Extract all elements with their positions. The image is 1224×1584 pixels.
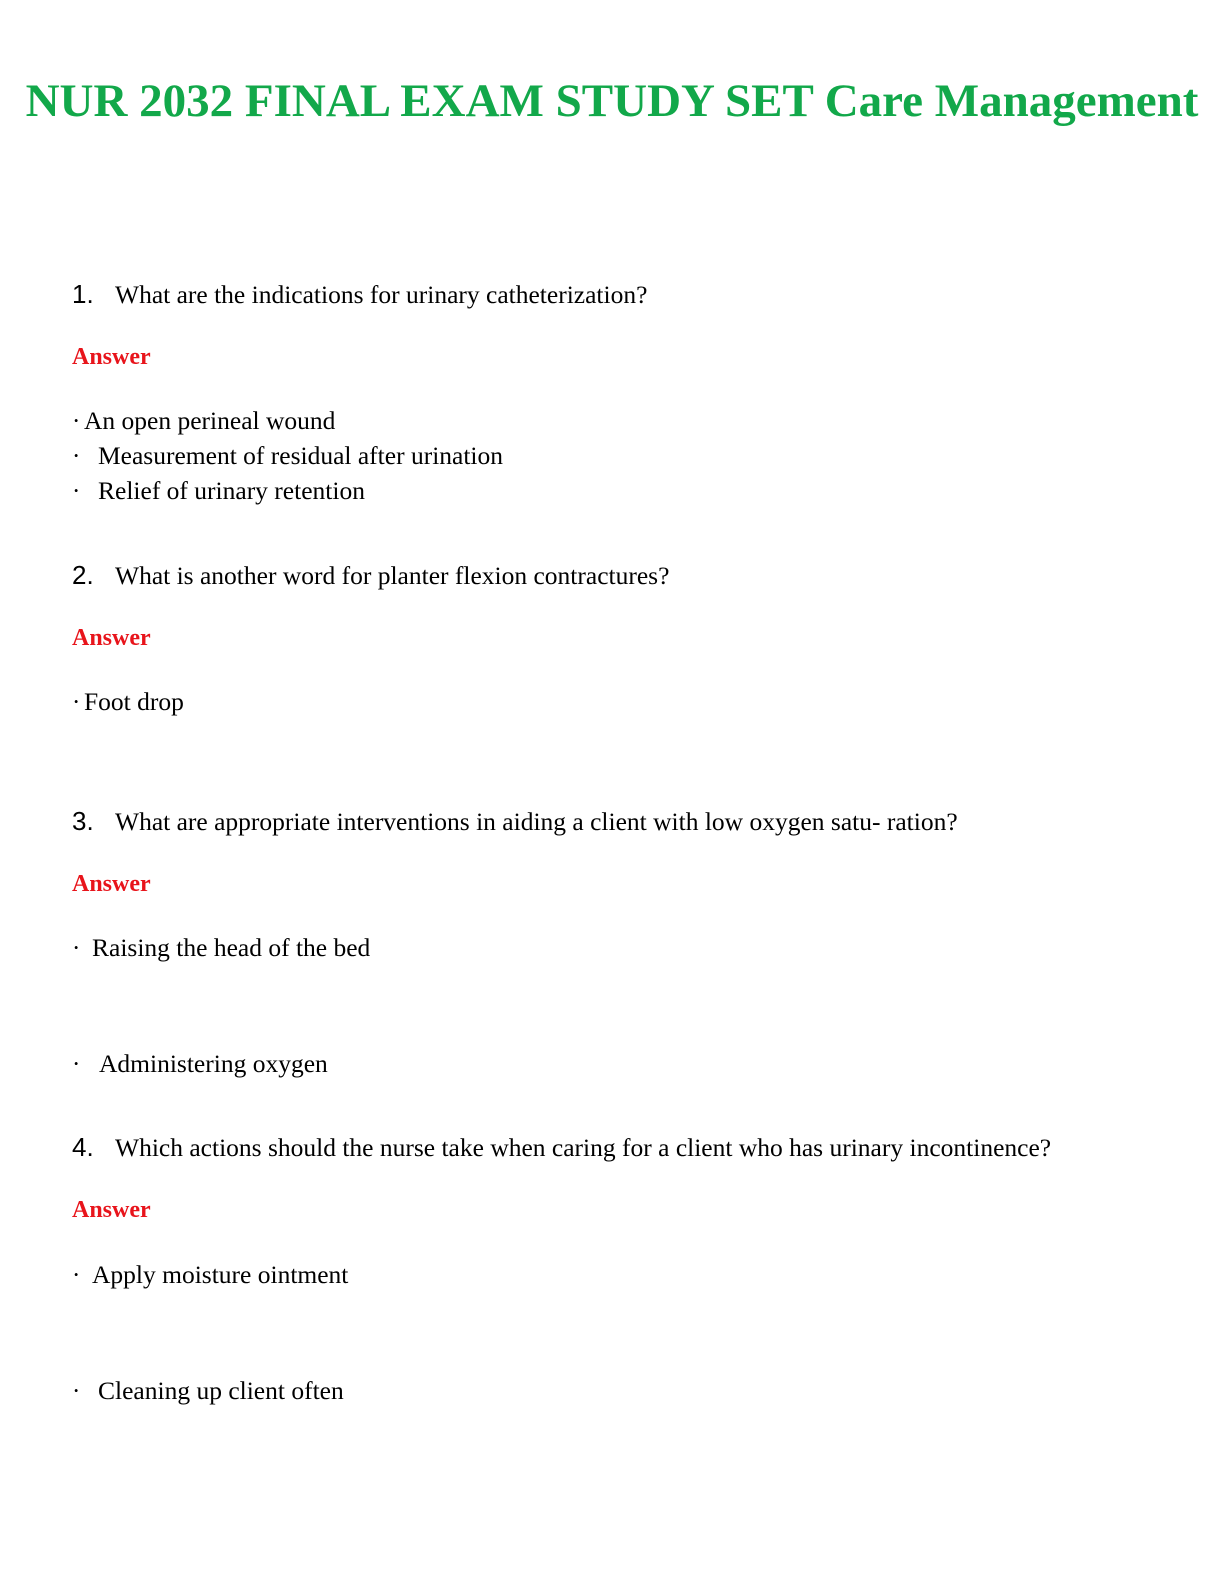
answer-text: Raising the head of the bed [92,933,371,962]
answer-item [72,1259,348,1292]
question-number: 2. [72,560,94,590]
question-number: 4. [72,1132,94,1162]
answer-text: Cleaning up client often [98,1376,344,1405]
answer-item [72,440,503,473]
answer-item [72,932,370,965]
bullet-icon: · [72,935,81,962]
answer-text: Measurement of residual after urination [98,441,504,470]
page-title: NUR 2032 FINAL EXAM STUDY SET Care Management [25,75,1199,127]
bullet-icon: · [72,408,81,435]
answer-text: Administering oxygen [99,1049,328,1078]
question-text: What are the indications for urinary catheterization? [115,280,648,309]
answer-item [72,686,184,719]
bullet-icon: · [72,1262,81,1289]
question-3 [72,805,958,838]
bullet-icon: · [72,443,81,470]
answer-item [72,1375,344,1408]
answer-label: Answer [72,1197,151,1223]
question-2 [72,559,669,592]
answer-label: Answer [72,344,151,370]
answer-item [72,475,365,508]
bullet-icon: · [72,689,81,716]
answer-label: Answer [72,625,151,651]
bullet-icon: · [72,1051,81,1078]
answer-text: Relief of urinary retention [98,476,365,505]
question-text: Which actions should the nurse take when caring for a client who has urinary incontinence? [115,1133,1052,1162]
answer-label: Answer [72,871,151,897]
question-number: 1. [72,279,94,309]
question-1 [72,278,647,311]
answer-text: Foot drop [84,687,184,716]
question-4 [72,1131,1051,1164]
answer-text: An open perineal wound [84,406,336,435]
answer-item [72,405,335,438]
answer-item [72,1048,328,1081]
question-text: What is another word for planter flexion contractures? [115,561,670,590]
answer-text: Apply moisture ointment [92,1260,349,1289]
question-text: What are appropriate interventions in aiding a client with low oxygen satu- ration? [115,807,958,836]
bullet-icon: · [72,478,81,505]
question-number: 3. [72,806,94,836]
bullet-icon: · [72,1378,81,1405]
